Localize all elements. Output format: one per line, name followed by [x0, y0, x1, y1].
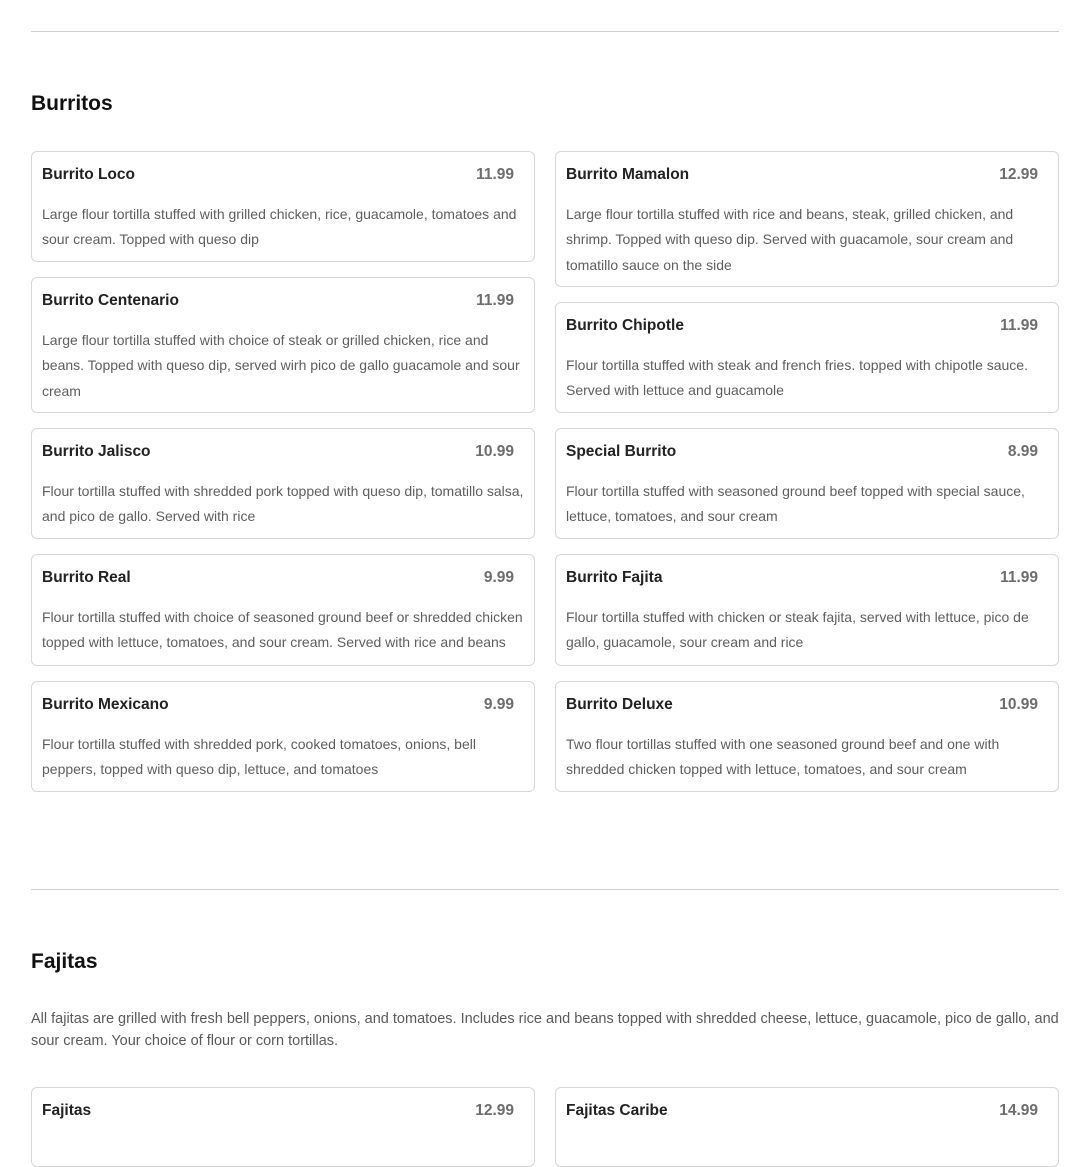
menu-item-name: Special Burrito — [566, 443, 677, 460]
menu-item-card[interactable] — [555, 428, 1059, 539]
menu-item-description: Flour tortilla stuffed with shredded pork topped with queso dip, tomatillo salsa, and pico de gallo. Served with rice — [42, 483, 524, 525]
menu-item-card[interactable] — [555, 554, 1059, 666]
menu-item-price: 12.99 — [999, 166, 1038, 183]
menu-item-name: Burrito Mamalon — [566, 166, 690, 183]
menu-item-name: Fajitas — [42, 1102, 92, 1119]
menu-item-name: Burrito Deluxe — [566, 696, 673, 713]
menu-item-card[interactable] — [31, 681, 535, 792]
menu-item-price: 11.99 — [476, 292, 514, 309]
menu-item-card[interactable] — [31, 428, 535, 539]
menu-item-card[interactable] — [555, 1087, 1059, 1167]
menu-item-card[interactable] — [555, 302, 1059, 413]
section-title-burritos: Burritos — [31, 92, 113, 115]
menu-item-name: Fajitas Caribe — [566, 1102, 668, 1119]
menu-item-description: Flour tortilla stuffed with seasoned ground beef topped with special sauce, lettuce, tomatoes, and sour cream — [566, 483, 1025, 525]
menu-item-description: Flour tortilla stuffed with steak and french fries. topped with chipotle sauce. Served with lettuce and guacamole — [566, 357, 1028, 399]
menu-item-name: Burrito Centenario — [42, 292, 179, 309]
menu-item-card[interactable] — [31, 554, 535, 666]
menu-item-card[interactable] — [555, 151, 1059, 287]
menu-item-card[interactable] — [555, 681, 1059, 792]
section-divider — [31, 31, 1059, 32]
menu-item-price: 9.99 — [483, 569, 514, 586]
menu-item-price: 9.99 — [483, 696, 514, 713]
menu-item-price: 10.99 — [475, 443, 514, 460]
menu-item-card[interactable] — [31, 277, 535, 413]
menu-item-name: Burrito Chipotle — [566, 317, 684, 334]
menu-item-card[interactable] — [31, 1087, 535, 1167]
menu-item-description: Flour tortilla stuffed with choice of seasoned ground beef or shredded chicken topped with lettuce, tomatoes, and sour cream. Served with rice and beans — [42, 609, 523, 651]
menu-item-description: Two flour tortillas stuffed with one seasoned ground beef and one with shredded chicken topped with lettuce, tomatoes, and sour cream — [566, 736, 1000, 778]
menu-item-price: 8.99 — [1007, 443, 1038, 460]
menu-item-card[interactable] — [31, 151, 535, 262]
menu-item-description: Flour tortilla stuffed with shredded pork, cooked tomatoes, onions, bell peppers, topped with queso dip, lettuce, and tomatoes — [42, 736, 476, 778]
menu-item-price: 10.99 — [999, 696, 1038, 713]
menu-item-price: 14.99 — [999, 1102, 1038, 1119]
menu-item-description: Flour tortilla stuffed with chicken or steak fajita, served with lettuce, pico de gallo, guacamole, sour cream and rice — [566, 609, 1029, 651]
menu-item-description: Large flour tortilla stuffed with grilled chicken, rice, guacamole, tomatoes and sour cream. Topped with queso dip — [42, 206, 517, 248]
menu-item-name: Burrito Mexicano — [42, 696, 169, 713]
menu-item-name: Burrito Real — [42, 569, 131, 586]
section-title-fajitas: Fajitas — [31, 950, 98, 973]
menu-item-price: 11.99 — [1000, 317, 1038, 334]
menu-item-price: 11.99 — [1000, 569, 1038, 586]
section-note: All fajitas are grilled with fresh bell peppers, onions, and tomatoes. Includes rice and beans topped with shredded cheese, lettuce, guacamole, pico de gallo, and sour cream. Your choice of flour or corn tortillas. — [31, 1011, 1059, 1049]
menu-item-name: Burrito Jalisco — [42, 443, 151, 460]
menu-item-price: 12.99 — [475, 1102, 514, 1119]
menu-item-price: 11.99 — [476, 166, 514, 183]
menu-item-description: Large flour tortilla stuffed with choice of steak or grilled chicken, rice and beans. Topped with queso dip, served wirh pico de gallo guacamole and sour cream — [42, 332, 520, 399]
menu-item-name: Burrito Loco — [42, 166, 135, 183]
section-divider — [31, 889, 1059, 890]
menu-item-description: Large flour tortilla stuffed with rice and beans, steak, grilled chicken, and shrimp. Topped with queso dip. Served with guacamole, sour cream and tomatillo sauce on the side — [566, 206, 1014, 273]
menu-item-name: Burrito Fajita — [566, 569, 663, 586]
